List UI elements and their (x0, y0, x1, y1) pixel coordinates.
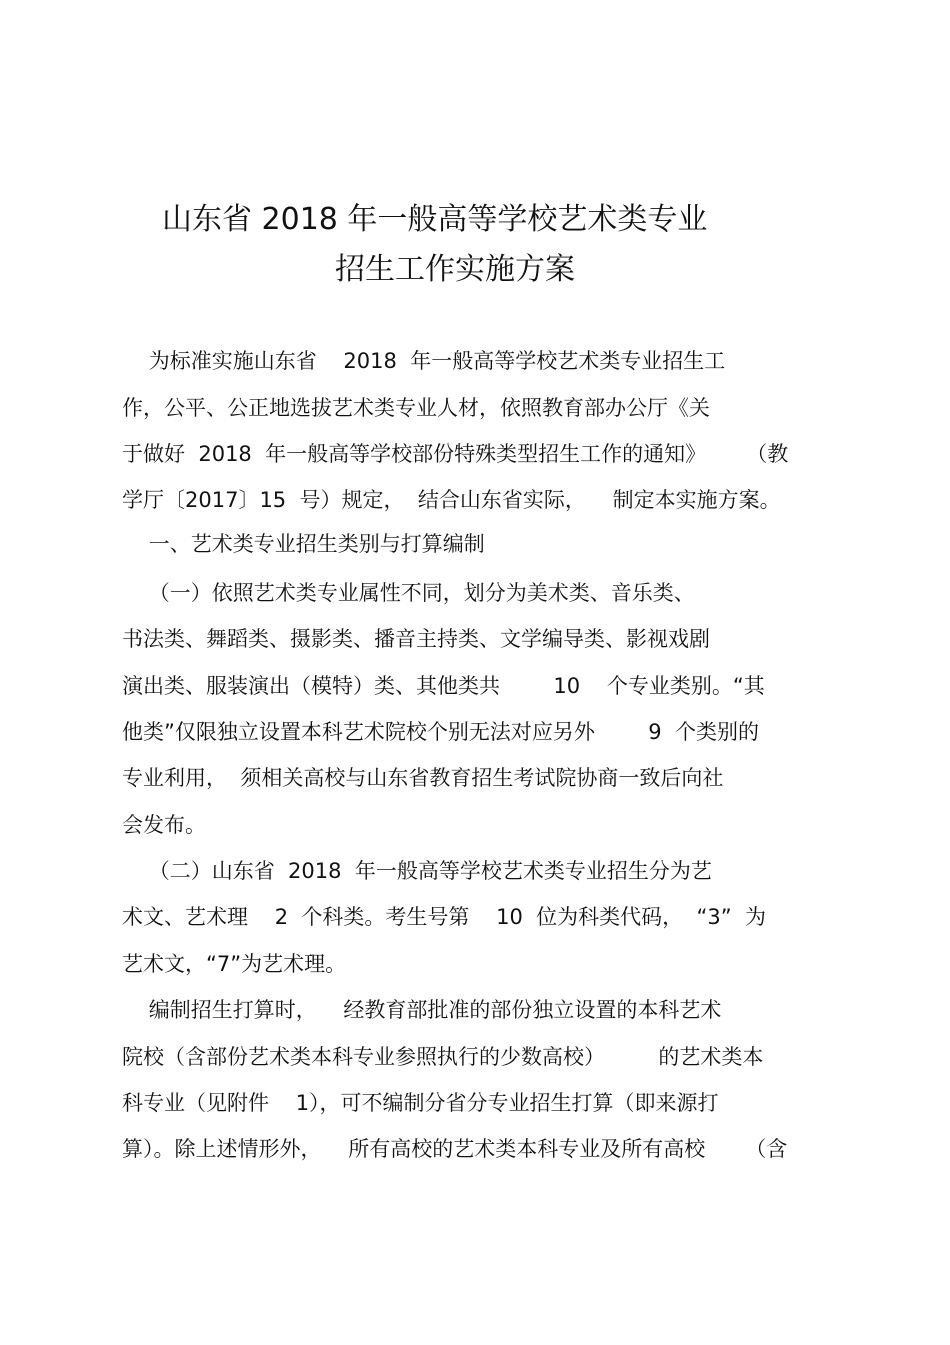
paragraph-line: 艺术文，“7”为艺术理。 (122, 952, 347, 976)
paragraph-line: 科专业（见附件 1），可不编制分省分专业招生打算（即来源打 (122, 1091, 719, 1115)
paragraph-line: 书法类、舞蹈类、摄影类、播音主持类、文学编导类、影视戏剧 (122, 627, 710, 651)
paragraph-line: 学厅〔2017〕15 号）规定， 结合山东省实际， 制定本实施方案。 (122, 488, 781, 512)
paragraph-line: （二）山东省 2018 年一般高等学校艺术类专业招生分为艺 (122, 859, 712, 883)
paragraph-line: 为标准实施山东省 2018 年一般高等学校艺术类专业招生工 (122, 349, 726, 373)
paragraph-line: 专业利用， 须相关高校与山东省教育招生考试院协商一致后向社 (122, 766, 724, 790)
paragraph-line: 术文、艺术理 2 个科类。考生号第 10 位为科类代码， “3” 为 (122, 905, 767, 929)
paragraph-line: 于做好 2018 年一般高等学校部份特殊类型招生工作的通知》 （教 (122, 442, 789, 466)
paragraph-line: （一）依照艺术类专业属性不同，划分为美术类、音乐类、 (122, 581, 695, 605)
section-heading: 一、艺术类专业招生类别与打算编制 (122, 532, 485, 556)
paragraph-line: 他类”仅限独立设置本科艺术院校个别无法对应另外 9 个类别的 (122, 720, 759, 744)
paragraph-line: 作，公平、公正地选拔艺术类专业人材，依照教育部办公厅《关 (122, 396, 710, 420)
paragraph-line: 会发布。 (122, 813, 206, 837)
paragraph-line: 院校（含部份艺术类本科专业参照执行的少数高校） 的艺术类本 (122, 1045, 764, 1069)
paragraph-line: 算）。除上述情形外， 所有高校的艺术类本科专业及所有高校 （含 (122, 1137, 788, 1161)
document-title-line-1: 山东省 2018 年一般高等学校艺术类专业 (162, 202, 708, 237)
paragraph-line: 演出类、服装演出（模特）类、其他类共 10 个专业类别。“其 (122, 674, 765, 698)
document-title-line-2: 招生工作实施方案 (335, 252, 575, 287)
paragraph-line: 编制招生打算时， 经教育部批准的部份独立设置的本科艺术 (122, 998, 722, 1022)
